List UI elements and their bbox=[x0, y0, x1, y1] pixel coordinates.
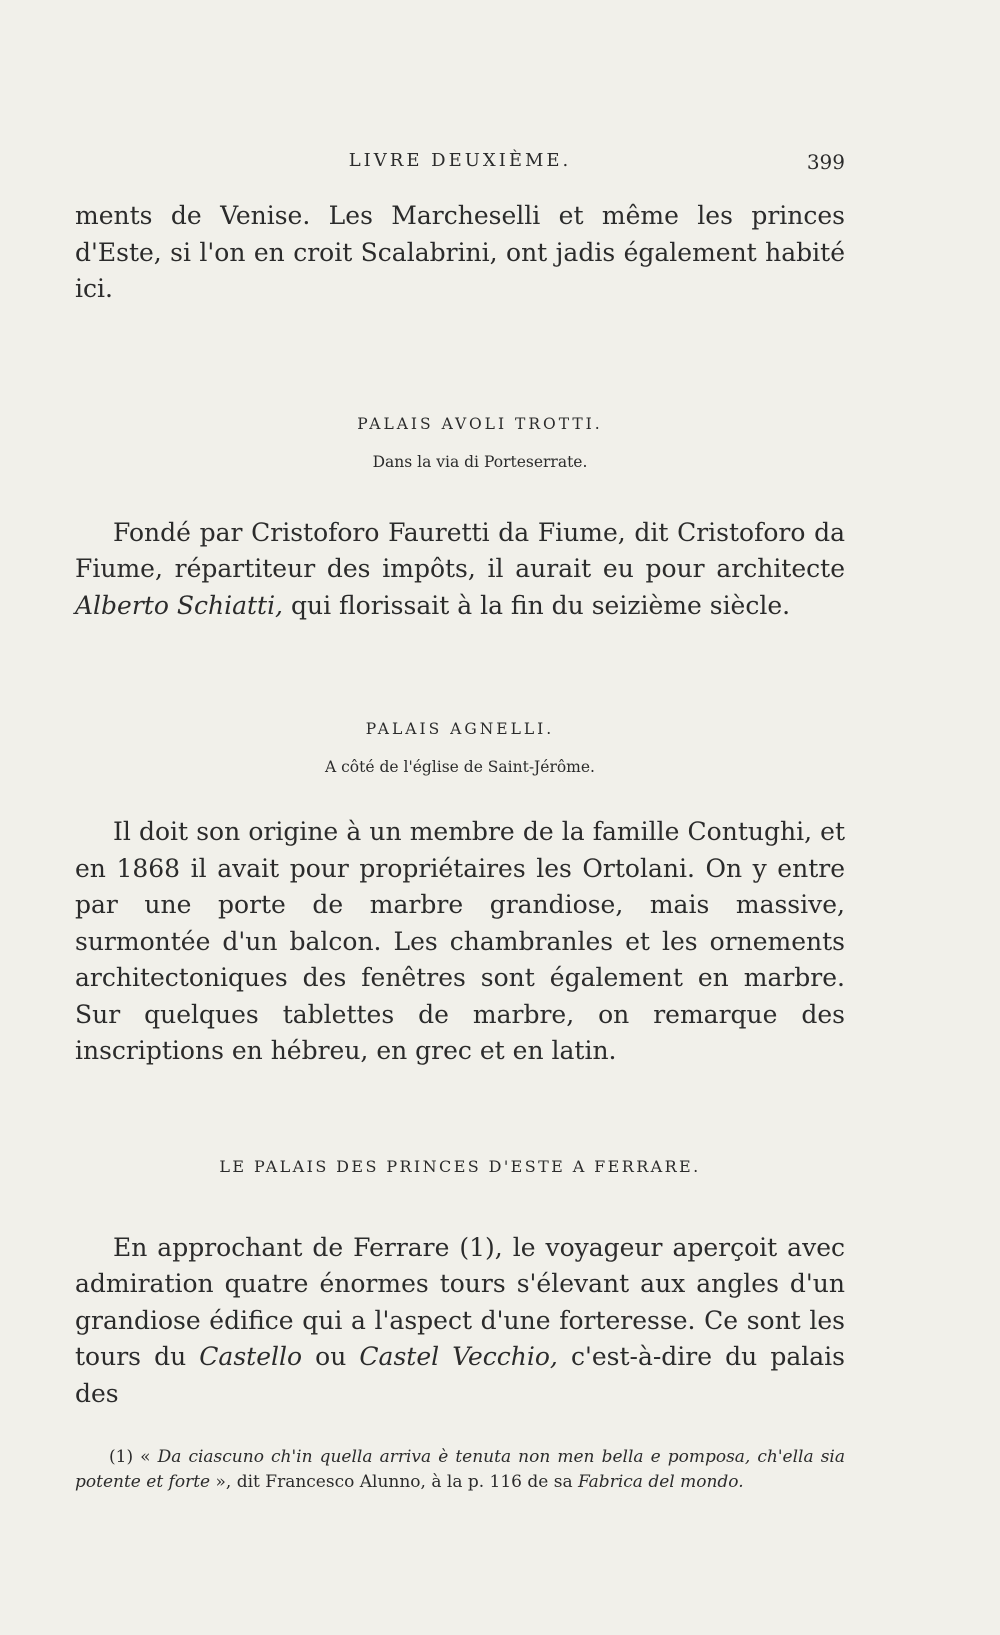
paragraph-continuation: ments de Venise. Les Marcheselli et même les princes d'Este, si l'on en croit Scalabrini, ont jadis également habité ici. bbox=[75, 201, 845, 303]
page-body bbox=[75, 198, 845, 1495]
paragraph-agnelli: Il doit son origine à un membre de la famille Contughi, et en 1868 il avait pour propriétaires les Ortolani. On y entre par une porte de marbre grandiose, mais massive, surmontée d'un balcon. Les chambranles et les ornements architectoniques des fenêtres sont également en marbre. Sur quelques tablettes de marbre, on remarque des inscriptions en hébreu, en grec et en latin. bbox=[75, 817, 845, 1065]
italic-text: Fabrica del mondo. bbox=[578, 1472, 744, 1492]
section-heading-palais-agnelli: PALAIS AGNELLI. bbox=[365, 720, 555, 738]
text: Fondé par Cristoforo Fauretti da Fiume, dit Cristoforo da Fiume, répartiteur des impôts, il aurait eu pour architecte bbox=[75, 517, 845, 583]
section-heading-palais-avoli-trotti: PALAIS AVOLI TROTTI. bbox=[357, 414, 603, 433]
paragraph-ferrare bbox=[75, 1230, 845, 1413]
section-location: Dans la via di Porteserrate. bbox=[372, 452, 588, 471]
section-heading-palais-princes-este: LE PALAIS DES PRINCES D'ESTE A FERRARE. bbox=[219, 1156, 701, 1176]
paragraph-avoli-trotti bbox=[75, 515, 845, 625]
footnote-marker: (1) « bbox=[109, 1447, 158, 1467]
running-title: LIVRE DEUXIÈME. bbox=[348, 150, 572, 171]
text: ou bbox=[302, 1342, 360, 1371]
section-location: A côté de l'église de Saint-Jérôme. bbox=[325, 758, 595, 776]
italic-text: Castello bbox=[199, 1342, 303, 1371]
text: En approchant de Ferrare (1), le voyageur aperçoit avec admiration quatre énormes tours s'élevant aux angles d'un grandiose édifice qui a l'aspect d'une forteresse. Ce sont les tours du bbox=[75, 1232, 845, 1371]
italic-text: Da ciascuno ch'in quella arriva è tenuta non men bella e pomposa, ch'ella sia potente et forte bbox=[75, 1447, 845, 1492]
text: c'est-à-dire du palais des bbox=[75, 1342, 845, 1408]
italic-text: Alberto Schiatti, bbox=[75, 590, 284, 620]
running-header bbox=[75, 150, 845, 182]
text: qui florissait à la fin du seizième siècle. bbox=[283, 590, 791, 620]
italic-text: Castel Vecchio, bbox=[359, 1342, 558, 1371]
text: », dit Francesco Alunno, à la p. 116 de sa bbox=[210, 1472, 579, 1492]
page-number: 399 bbox=[806, 150, 845, 174]
footnote bbox=[75, 1445, 845, 1495]
